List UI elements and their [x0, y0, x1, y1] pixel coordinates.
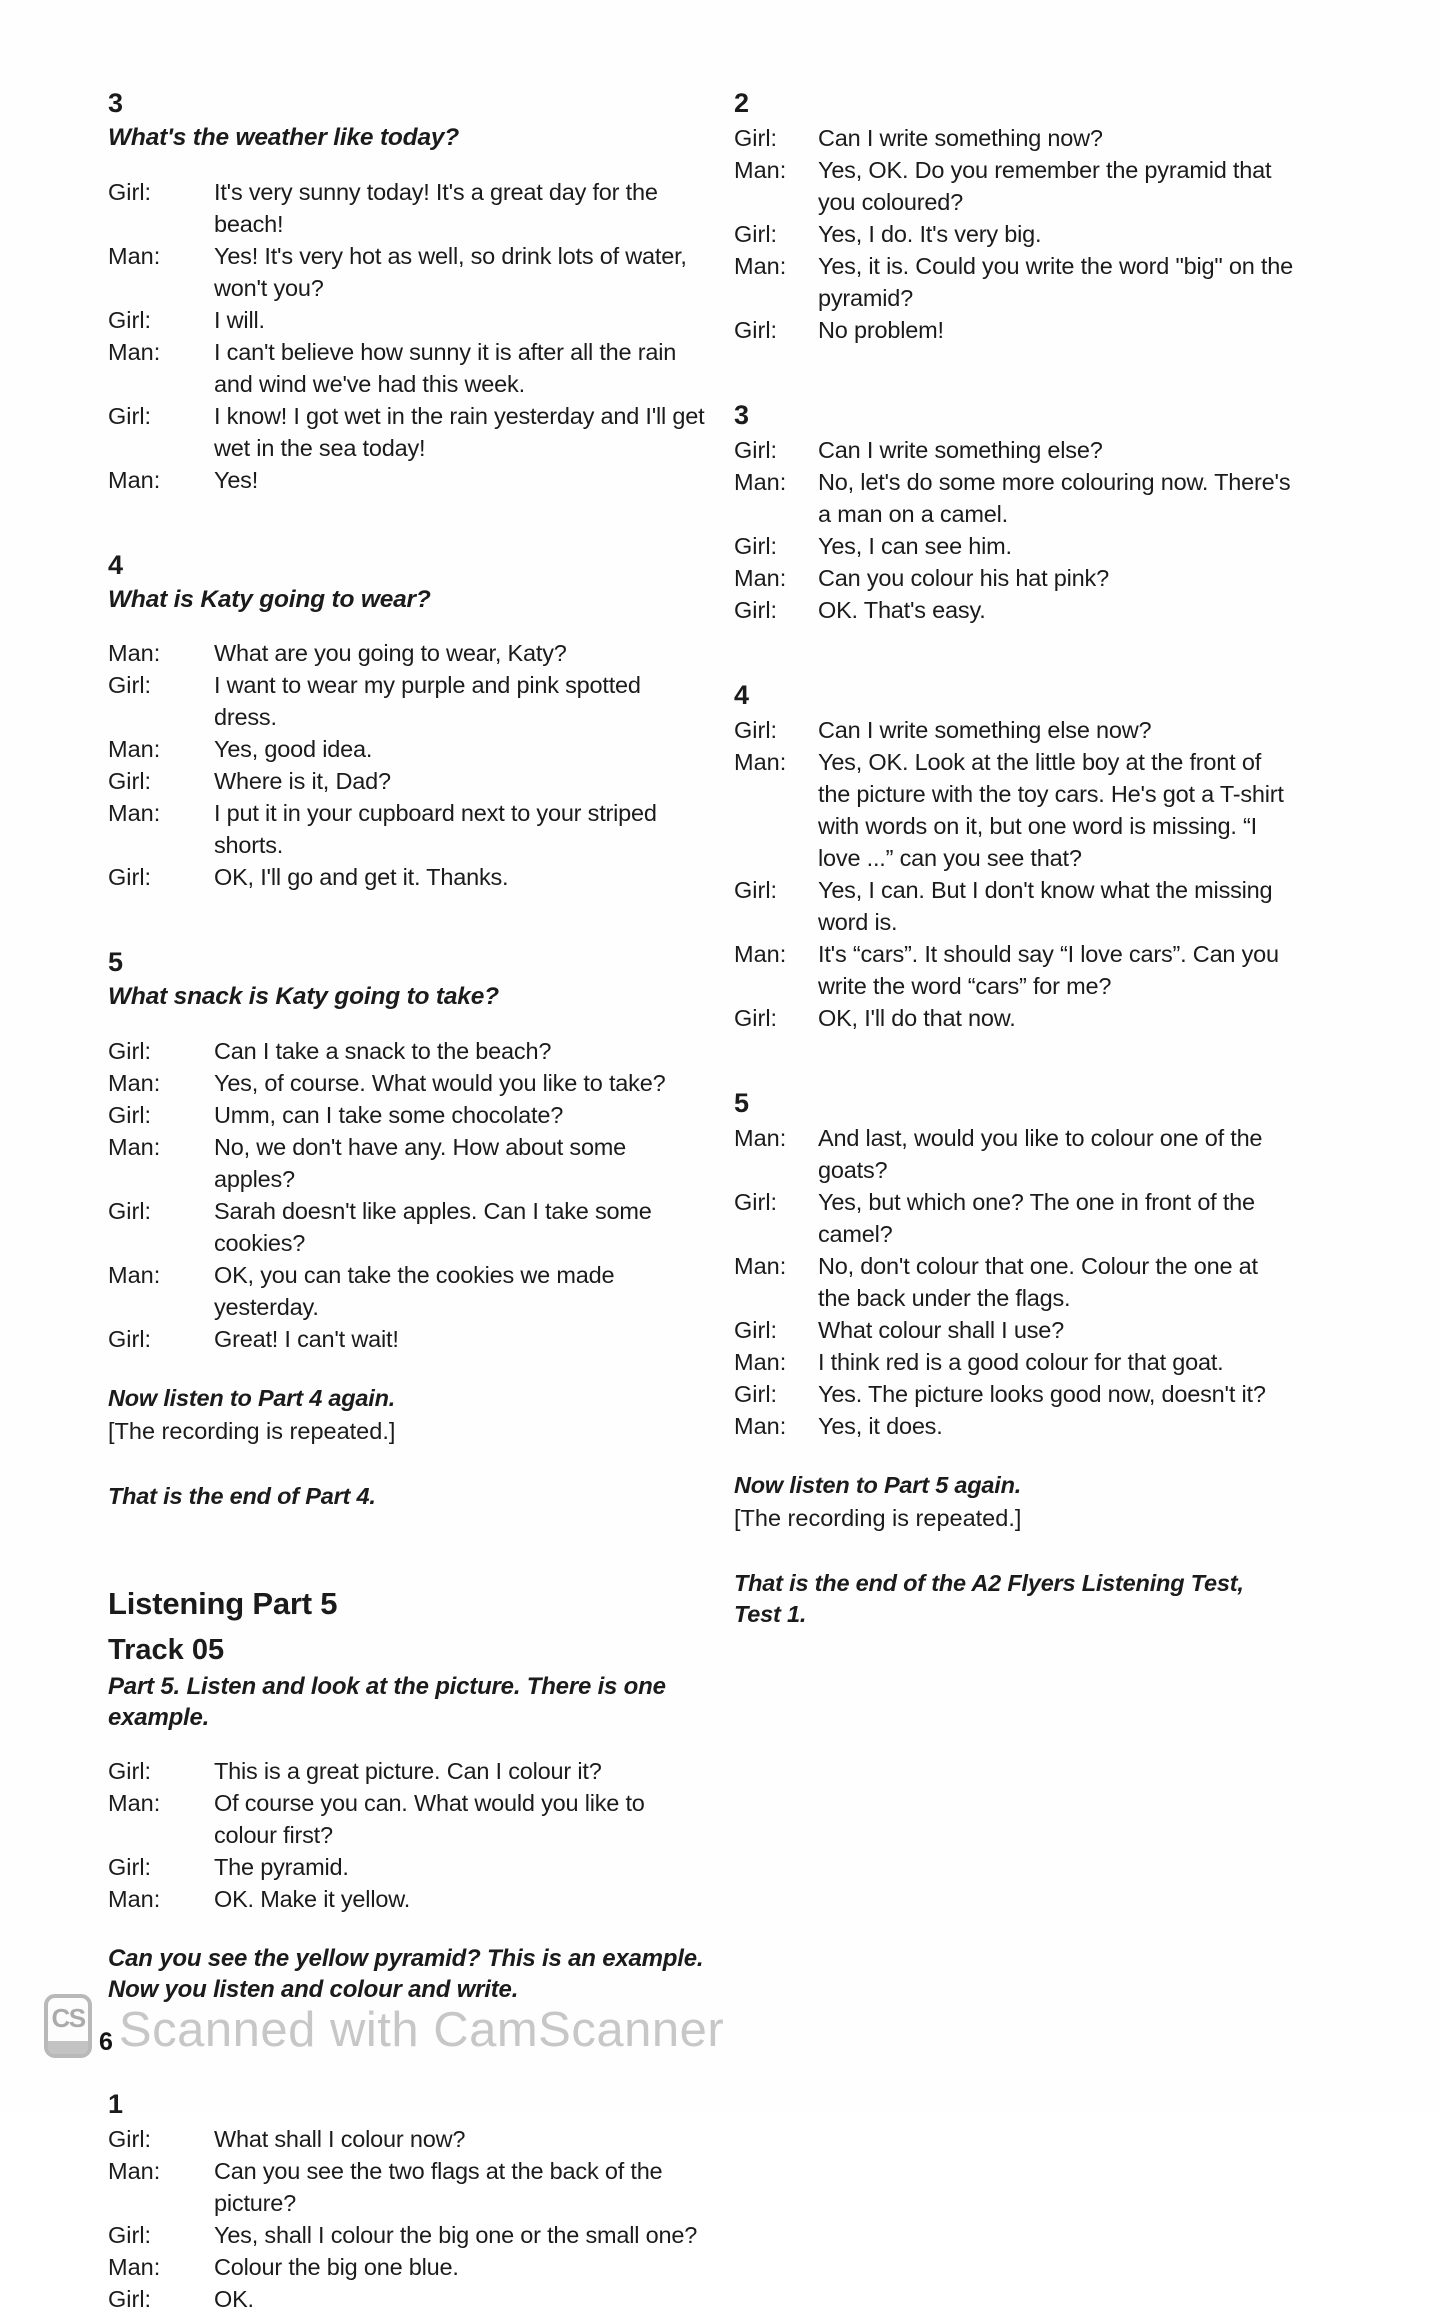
dialogue-text: OK. That's easy. [818, 597, 986, 624]
dialogue-text: Yes, of course. What would you like to take? [214, 1070, 666, 1097]
dialogue-text: I want to wear my purple and pink spotted dress. [214, 672, 641, 731]
dialogue-text: No problem! [818, 317, 944, 344]
speaker-label: Girl: [734, 317, 778, 344]
stage-italic: That is the end of Part 4. [108, 1483, 376, 1510]
dialogue-row [734, 250, 1294, 314]
dialogue-row [108, 1323, 708, 1355]
dialogue-text: Yes. The picture looks good now, doesn't it? [818, 1381, 1266, 1408]
dialogue-text: No, don't colour that one. Colour the one at the back under the flags. [818, 1253, 1258, 1312]
speaker-label: Girl: [108, 1102, 152, 1129]
stage-plain: [The recording is repeated.] [108, 1418, 396, 1445]
dialogue-row [108, 1067, 708, 1099]
speaker-label: Man: [108, 736, 161, 763]
speaker-label: Girl: [734, 1381, 778, 1408]
speaker-label: Girl: [108, 306, 152, 333]
dialogue-text: Yes, good idea. [214, 736, 373, 763]
section-number: 5 [734, 1088, 750, 1119]
dialogue-block [108, 176, 708, 496]
speaker-label: Girl: [108, 1854, 152, 1881]
dialogue-text: What are you going to wear, Katy? [214, 640, 567, 667]
speaker-label: Girl: [734, 1189, 778, 1216]
dialogue-text: Colour the big one blue. [214, 2254, 459, 2281]
dialogue-text: And last, would you like to colour one of the goats? [818, 1125, 1263, 1184]
dialogue-text: Yes, I can. But I don't know what the missing word is. [818, 877, 1273, 936]
dialogue-block [734, 714, 1294, 1034]
dialogue-row [734, 314, 1294, 346]
speaker-label: Girl: [108, 1198, 152, 1225]
speaker-label: Man: [108, 338, 161, 365]
dialogue-row [734, 746, 1294, 874]
camscanner-watermark: Scanned with CamScanner [118, 2003, 725, 2057]
dialogue-text: OK, I'll go and get it. Thanks. [214, 864, 509, 891]
speaker-label: Man: [108, 2158, 161, 2185]
speaker-label: Girl: [734, 1317, 778, 1344]
speaker-label: Girl: [734, 1005, 778, 1032]
dialogue-row [108, 1259, 708, 1323]
section-number: 2 [734, 88, 750, 118]
section-title: What's the weather like today? [108, 124, 460, 152]
speaker-label: Girl: [108, 402, 152, 429]
dialogue-block [108, 1755, 708, 1915]
stage-plain: [The recording is repeated.] [734, 1505, 1022, 1532]
dialogue-row [108, 1883, 708, 1915]
dialogue-row [734, 218, 1294, 250]
dialogue-row [108, 2123, 708, 2155]
section-number: 3 [108, 88, 124, 118]
dialogue-row [108, 1195, 708, 1259]
speaker-label: Girl: [734, 717, 778, 744]
dialogue-row [734, 874, 1294, 938]
speaker-label: Man: [108, 1134, 161, 1161]
speaker-label: Man: [734, 1349, 787, 1376]
dialogue-row [108, 304, 708, 336]
dialogue-row [108, 400, 708, 464]
dialogue-text: What shall I colour now? [214, 2126, 466, 2153]
dialogue-text: No, let's do some more colouring now. There's a man on a camel. [818, 469, 1291, 528]
dialogue-text: Can I write something else now? [818, 717, 1152, 744]
dialogue-row [108, 240, 708, 304]
dialogue-row [108, 637, 708, 669]
dialogue-row [734, 594, 1294, 626]
speaker-label: Man: [108, 1070, 161, 1097]
dialogue-text: Can you colour his hat pink? [818, 565, 1109, 592]
speaker-label: Man: [108, 466, 161, 493]
dialogue-row [108, 1099, 708, 1131]
speaker-label: Girl: [734, 221, 778, 248]
dialogue-text: This is a great picture. Can I colour it? [214, 1758, 602, 1785]
speaker-label: Man: [108, 1886, 161, 1913]
dialogue-row [734, 1378, 1294, 1410]
dialogue-text: I put it in your cupboard next to your striped shorts. [214, 800, 657, 859]
dialogue-text: Can you see the two flags at the back of the picture? [214, 2158, 663, 2217]
speaker-label: Girl: [108, 672, 152, 699]
section-number: 4 [108, 549, 124, 580]
dialogue-row [734, 122, 1294, 154]
dialogue-row [108, 2219, 708, 2251]
dialogue-row [734, 562, 1294, 594]
dialogue-row [108, 669, 708, 733]
speaker-label: Man: [734, 1413, 787, 1440]
speaker-label: Man: [108, 640, 161, 667]
speaker-label: Girl: [734, 125, 778, 152]
dialogue-text: Yes, OK. Do you remember the pyramid that you coloured? [818, 157, 1272, 216]
dialogue-row [734, 714, 1294, 746]
dialogue-text: I think red is a good colour for that goat. [818, 1349, 1224, 1376]
dialogue-text: I can't believe how sunny it is after all the rain and wind we've had this week. [214, 338, 677, 397]
dialogue-text: OK, I'll do that now. [818, 1005, 1016, 1032]
dialogue-text: I know! I got wet in the rain yesterday and I'll get wet in the sea today! [214, 402, 705, 461]
speaker-label: Girl: [734, 877, 778, 904]
instruction: Part 5. Listen and look at the picture. There is one example. [108, 1673, 666, 1732]
dialogue-row [108, 765, 708, 797]
dialogue-text: The pyramid. [214, 1854, 349, 1881]
dialogue-row [734, 466, 1294, 530]
section-number: 4 [734, 680, 750, 711]
camscanner-icon [44, 1994, 92, 2058]
speaker-label: Girl: [108, 1758, 152, 1785]
dialogue-row [108, 2251, 708, 2283]
part-heading: Listening Part 5 [108, 1586, 338, 1622]
dialogue-row [108, 1755, 708, 1787]
speaker-label: Girl: [108, 2126, 152, 2153]
speaker-label: Girl: [734, 597, 778, 624]
speaker-label: Girl: [108, 864, 152, 891]
speaker-label: Man: [734, 469, 787, 496]
section-title: What snack is Katy going to take? [108, 983, 499, 1011]
camscanner-icon-letters: CS [51, 2003, 85, 2033]
dialogue-row [734, 1122, 1294, 1186]
dialogue-text: Of course you can. What would you like to colour first? [214, 1790, 645, 1849]
dialogue-text: Yes! It's very hot as well, so drink lots of water, won't you? [214, 242, 687, 301]
dialogue-text: What colour shall I use? [818, 1317, 1064, 1344]
dialogue-row [108, 1787, 708, 1851]
speaker-label: Man: [734, 749, 787, 776]
speaker-label: Man: [734, 1253, 787, 1280]
dialogue-text: OK. Make it yellow. [214, 1886, 411, 1913]
instruction: Can you see the yellow pyramid? This is an example. [108, 1945, 704, 1973]
dialogue-text: Sarah doesn't like apples. Can I take some cookies? [214, 1198, 652, 1257]
dialogue-text: Yes, I do. It's very big. [818, 221, 1042, 248]
stage-italic: Now listen to Part 5 again. [734, 1472, 1022, 1499]
dialogue-row [108, 1851, 708, 1883]
dialogue-row [734, 938, 1294, 1002]
section-title: What is Katy going to wear? [108, 585, 431, 613]
camscanner-icon-band [48, 2041, 88, 2054]
speaker-label: Man: [108, 1790, 161, 1817]
speaker-label: Girl: [108, 768, 152, 795]
dialogue-row [734, 154, 1294, 218]
dialogue-text: It's “cars”. It should say “I love cars”. Can you write the word “cars” for me? [818, 941, 1279, 1000]
section-number: 3 [734, 400, 750, 431]
dialogue-text: I will. [214, 306, 265, 333]
dialogue-block [108, 1035, 708, 1355]
dialogue-block [734, 122, 1294, 346]
dialogue-row [108, 733, 708, 765]
dialogue-block [734, 1122, 1294, 1442]
section-number: 1 [108, 2089, 124, 2120]
dialogue-text: Yes, OK. Look at the little boy at the front of the picture with the toy cars. He's got a T-shirt with words on it, but one word is missing. “I love ...” can you see that? [818, 749, 1284, 872]
dialogue-row [734, 530, 1294, 562]
dialogue-block [108, 2123, 708, 2315]
section-number: 5 [108, 947, 124, 978]
dialogue-row [108, 2155, 708, 2219]
dialogue-text: Can I write something now? [818, 125, 1103, 152]
dialogue-row [734, 1410, 1294, 1442]
left-column [108, 88, 708, 2315]
speaker-label: Man: [108, 1262, 161, 1289]
dialogue-row [108, 2283, 708, 2315]
dialogue-text: Yes, but which one? The one in front of the camel? [818, 1189, 1255, 1248]
dialogue-text: OK. [214, 2286, 254, 2313]
dialogue-row [108, 797, 708, 861]
speaker-label: Girl: [108, 2222, 152, 2249]
dialogue-row [734, 1250, 1294, 1314]
stage-italic: That is the end of the A2 Flyers Listening Test, Test 1. [734, 1570, 1244, 1628]
instruction: Now you listen and colour and write. [108, 1976, 519, 2004]
dialogue-block [108, 637, 708, 893]
dialogue-text: Yes, shall I colour the big one or the small one? [214, 2222, 698, 2249]
speaker-label: Girl: [734, 533, 778, 560]
dialogue-row [734, 434, 1294, 466]
speaker-label: Man: [734, 253, 787, 280]
dialogue-text: Yes, I can see him. [818, 533, 1012, 560]
camscanner-footer [44, 1994, 724, 2058]
dialogue-text: Where is it, Dad? [214, 768, 391, 795]
dialogue-row [108, 176, 708, 240]
dialogue-text: Can I write something else? [818, 437, 1103, 464]
speaker-label: Girl: [108, 178, 152, 205]
speaker-label: Girl: [108, 1326, 152, 1353]
dialogue-text: Umm, can I take some chocolate? [214, 1102, 564, 1129]
dialogue-row [734, 1002, 1294, 1034]
dialogue-row [108, 336, 708, 400]
speaker-label: Man: [734, 565, 787, 592]
dialogue-row [734, 1186, 1294, 1250]
dialogue-row [108, 464, 708, 496]
speaker-label: Man: [734, 1125, 787, 1152]
speaker-label: Man: [108, 2254, 161, 2281]
dialogue-row [734, 1314, 1294, 1346]
dialogue-text: Yes! [214, 466, 259, 493]
dialogue-text: OK, you can take the cookies we made yesterday. [214, 1262, 615, 1321]
speaker-label: Girl: [108, 2286, 152, 2313]
dialogue-text: Great! I can't wait! [214, 1326, 399, 1353]
track-heading: Track 05 [108, 1634, 225, 1667]
speaker-label: Girl: [108, 1038, 152, 1065]
speaker-label: Man: [108, 800, 161, 827]
dialogue-text: Can I take a snack to the beach? [214, 1038, 552, 1065]
dialogue-row [734, 1346, 1294, 1378]
dialogue-block [734, 434, 1294, 626]
stage-italic: Now listen to Part 4 again. [108, 1385, 396, 1412]
dialogue-text: Yes, it is. Could you write the word "big" on the pyramid? [818, 253, 1293, 312]
dialogue-text: Yes, it does. [818, 1413, 943, 1440]
dialogue-text: It's very sunny today! It's a great day for the beach! [214, 178, 658, 237]
dialogue-row [108, 1131, 708, 1195]
page-number: 6 [99, 2028, 113, 2056]
right-column [734, 88, 1294, 2315]
dialogue-row [108, 861, 708, 893]
speaker-label: Man: [108, 242, 161, 269]
speaker-label: Man: [734, 157, 787, 184]
speaker-label: Man: [734, 941, 787, 968]
dialogue-row [108, 1035, 708, 1067]
dialogue-text: No, we don't have any. How about some apples? [214, 1134, 627, 1193]
speaker-label: Girl: [734, 437, 778, 464]
